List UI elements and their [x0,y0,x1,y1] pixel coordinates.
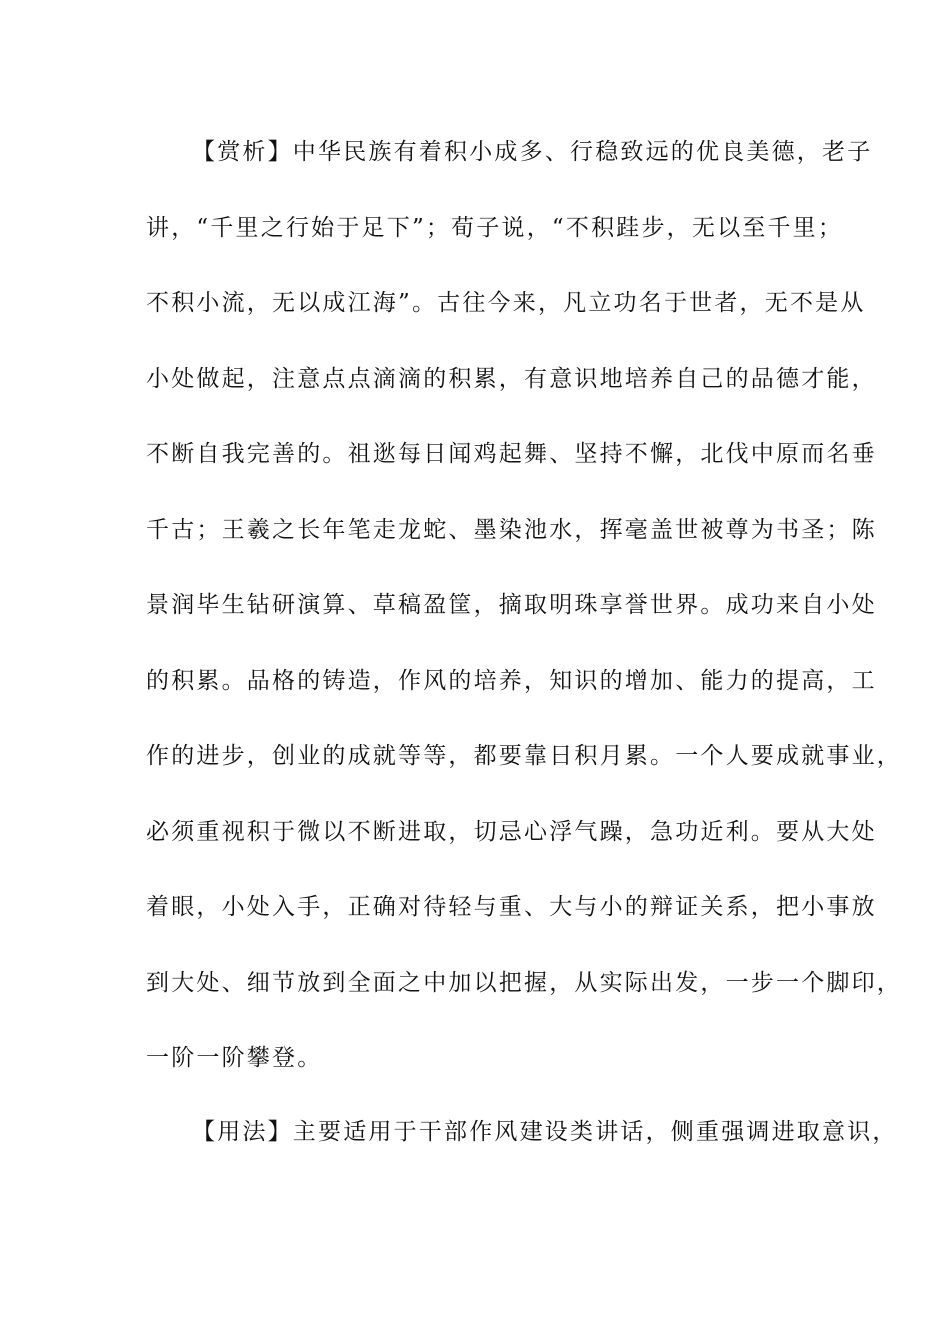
paragraph-line: 千古；王羲之长年笔走龙蛇、墨染池水，挥毫盖世被尊为书圣；陈 [146,516,877,543]
paragraph-line: 不断自我完善的。祖逖每日闻鸡起舞、坚持不懈，北伐中原而名垂 [146,441,877,467]
paragraph-line: 作的进步，创业的成就等等，都要靠日积月累。一个人要成就事业， [146,743,902,769]
paragraph-line: 【用法】主要适用于干部作风建设类讲话，侧重强调进取意识， [192,1119,898,1145]
paragraph-line: 的积累。品格的铸造，作风的培养，知识的增加、能力的提高，工 [146,667,877,694]
usage-paragraph [146,1117,898,1193]
paragraph-line: 必须重视积于微以不断进取，切忌心浮气躁，急功近利。要从大处 [146,818,877,845]
paragraph-line: 景润毕生钻研演算、草稿盈筐，摘取明珠享誉世界。成功来自小处 [146,592,877,618]
paragraph-line: 一阶一阶攀登。 [146,1045,323,1071]
paragraph-line: 不积小流，无以成江海”。古往今来，凡立功名于世者，无不是从 [146,290,866,316]
paragraph-line: 着眼，小处入手，正确对待轻与重、大与小的辩证关系，把小事放 [146,894,877,920]
paragraph-line: 讲，“千里之行始于足下”；荀子说，“不积跬步，无以至千里； [146,214,844,241]
paragraph-line: 【赏析】中华民族有着积小成多、行稳致远的优良美德，老子 [192,139,873,165]
paragraph-line: 小处做起，注意点点滴滴的积累，有意识地培养自己的品德才能， [146,365,877,392]
paragraph-line: 到大处、细节放到全面之中加以把握，从实际出发，一步一个脚印， [146,969,902,996]
appreciation-paragraph [146,137,902,1119]
